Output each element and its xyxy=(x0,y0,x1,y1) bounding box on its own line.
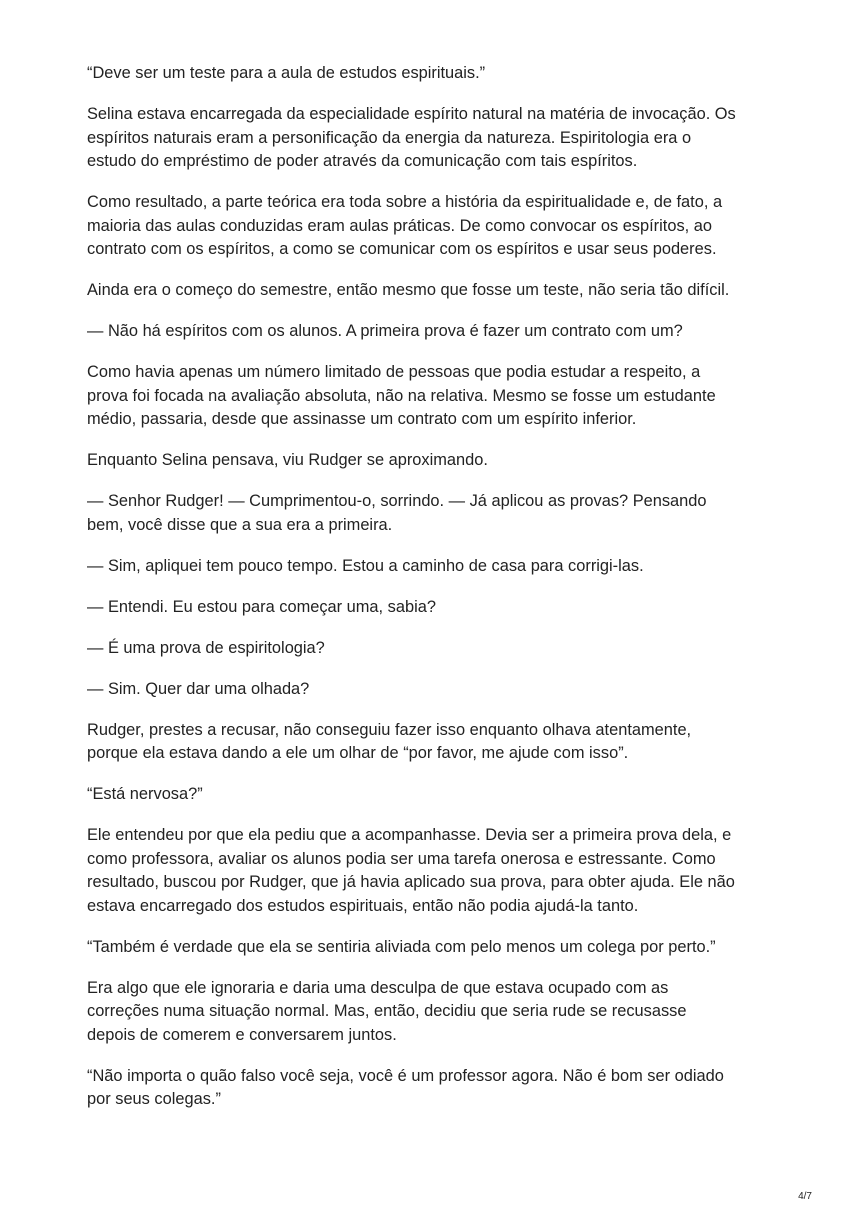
document-body xyxy=(87,62,787,1129)
paragraph-9: — Sim, apliquei tem pouco tempo. Estou a caminho de casa para corrigi-las. xyxy=(87,556,644,575)
paragraph-4: Ainda era o começo do semestre, então mesmo que fosse um teste, não seria tão difícil. xyxy=(87,281,730,299)
paragraph-13: Rudger, prestes a recusar, não conseguiu fazer isso enquanto olhava atentamente, porque ela estava dando a ele um olhar de “por favor, me ajude com isso”. xyxy=(87,720,692,762)
paragraph-3: Como resultado, a parte teórica era toda sobre a história da espiritualidade e, de fato, a maioria das aulas conduzidas eram aulas práticas. De como convocar os espíritos, ao contrato com os espíritos, a como se comunicar com os espíritos e usar seus poderes. xyxy=(87,193,723,258)
paragraph-1: “Deve ser um teste para a aula de estudos espirituais.” xyxy=(87,64,486,82)
paragraph-10: — Entendi. Eu estou para começar uma, sabia? xyxy=(87,597,436,616)
paragraph-11: — É uma prova de espiritologia? xyxy=(87,638,325,657)
paragraph-7: Enquanto Selina pensava, viu Rudger se aproximando. xyxy=(87,451,488,469)
paragraph-16: “Também é verdade que ela se sentiria aliviada com pelo menos um colega por perto.” xyxy=(87,937,716,956)
paragraph-2: Selina estava encarregada da especialidade espírito natural na matéria de invocação. Os espíritos naturais eram a personificação da energia da natureza. Espiritologia era o estudo do empréstimo de poder através da comunicação com tais espíritos. xyxy=(87,105,736,170)
paragraph-17: Era algo que ele ignoraria e daria uma desculpa de que estava ocupado com as correções numa situação normal. Mas, então, decidiu que seria rude se recusasse depois de comerem e conversarem juntos. xyxy=(87,978,687,1044)
paragraph-18: “Não importa o quão falso você seja, você é um professor agora. Não é bom ser odiado por seus colegas.” xyxy=(87,1066,724,1108)
paragraph-8: — Senhor Rudger! — Cumprimentou-o, sorrindo. — Já aplicou as provas? Pensando bem, você disse que a sua era a primeira. xyxy=(87,492,707,534)
paragraph-15: Ele entendeu por que ela pediu que a acompanhasse. Devia ser a primeira prova dela, e como professora, avaliar os alunos podia ser uma tarefa onerosa e estressante. Como resultado, buscou por Rudger, que já havia aplicado sua prova, para obter ajuda. Ele não estava encarregado dos estudos espirituais, então não podia ajudá-la tanto. xyxy=(87,826,735,915)
paragraph-6: Como havia apenas um número limitado de pessoas que podia estudar a respeito, a prova foi focada na avaliação absoluta, não na relativa. Mesmo se fosse um estudante médio, passaria, desde que assinasse um contrato com um espírito inferior. xyxy=(87,363,716,428)
page-number: 4/7 xyxy=(798,1191,812,1202)
paragraph-5: — Não há espíritos com os alunos. A primeira prova é fazer um contrato com um? xyxy=(87,322,683,340)
paragraph-12: — Sim. Quer dar uma olhada? xyxy=(87,679,310,698)
paragraph-14: “Está nervosa?” xyxy=(87,785,203,803)
